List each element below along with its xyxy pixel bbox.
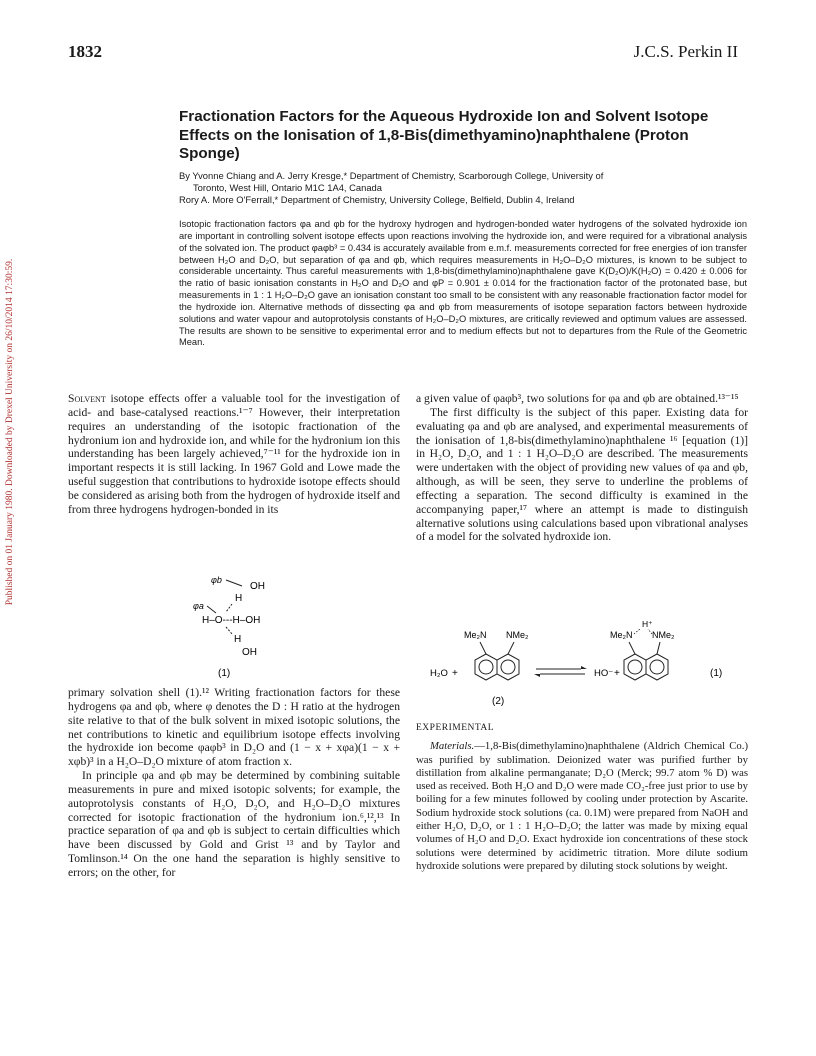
- author-block: [179, 170, 747, 207]
- phi-b-label: φb: [211, 575, 222, 585]
- page-number: 1832: [68, 42, 102, 61]
- aromatic-l2: [501, 660, 515, 674]
- equation-1-diagram: [416, 620, 748, 718]
- ring-r2: [646, 654, 668, 680]
- arrow-back-head: [534, 674, 540, 677]
- materials-text: —1,8-Bis(dimethylamino)naphthalene (Aldrich Chemical Co.) was purified by sublimation. Deionized water was purified further by distillation from alkaline permanganate; D₂O (Merck; 99.7 atom % D) was used as received. Both H₂O and D₂O were made CO₂-free just prior to use by boiling for a few minutes followed by cooling under protection by Ascarite. Sodium hydroxide stock solutions (ca. 0.1M) were prepared from NaOH and either H₂O, D₂O, or 1 : 1 H₂O–D₂O; the latter was made by mixing equal volumes of H₂O and D₂O. Exact hydroxide ion concentrations of these stock solutions were determined by acidimetric titration. More dilute sodium hydroxide solutions were prepared by diluting stock solutions by weight.: [416, 740, 748, 872]
- right-nme2-a: Me₂N: [610, 630, 633, 640]
- aromatic-r1: [628, 660, 642, 674]
- bond-l1: [480, 642, 486, 654]
- oh-bottom: OH: [242, 647, 257, 658]
- h-bottom: H: [234, 634, 242, 645]
- left-nme2-a: Me₂N: [464, 630, 487, 640]
- paragraph-solvation: primary solvation shell (1).¹² Writing fractionation factors for these hydrogens φa and φb, where φ denotes the D : H ratio at the hydrogen site relative to that of the bulk solvent in mixed isotopic solutions, the net contributions to kinetic and equilibrium isotope effects involving the hydroxide ion become φaφb³ in D₂O and (1 − x + xφa)(1 − x + xφb)³ in a H₂O–D₂O mixture of atom fraction x.: [68, 686, 400, 769]
- materials-lead: Materials.: [430, 740, 475, 753]
- right-nme2-b: NMe₂: [652, 630, 675, 640]
- plus-right: +: [614, 668, 620, 679]
- paragraph-principle: In principle φa and φb may be determined by combining suitable measurements in pure and mixed isotopic solvents; for example, the autoprotolysis constants of H₂O, D₂O, and H₂O–D₂O mixtures corrected for isotopic fractionation of the hydronium ion.⁶,¹²,¹³ In practice separation of φa and φb is subject to certain difficulties which have been discussed by Gold and Grist ¹³ and by Taylor and Tomlinson.¹⁴ On the one hand the separation is highly sensitive to errors; on the other, for: [68, 769, 400, 879]
- paragraph-solutions: a given value of φaφb³, two solutions for φa and φb are obtained.¹³⁻¹⁵: [416, 392, 739, 405]
- arrow-forward-head: [581, 666, 587, 669]
- ring-r1: [624, 654, 646, 680]
- materials-paragraph: [416, 740, 748, 873]
- ring-l2: [497, 654, 519, 680]
- abstract: Isotopic fractionation factors φa and φb for the hydroxy hydrogen and hydrogen-bonded water hydrogens of the solvated hydroxide ion are important in controlling solvent isotope effects upon reactions involving the hydroxide ion, and were required for a vibrational analysis of the solvated ion. The product φaφb³ = 0.434 is accurately available from e.m.f. measurements corrected for free energies of ion transfer between H₂O and D₂O, but separation of φa and φb, which requires measurements in H₂O–D₂O mixtures, is known to be subject to considerable uncertainty. Thus careful measurements with 1,8-bis(dimethylamino)naphthalene gave K(D₂O)/K(H₂O) = 0.420 ± 0.006 for the ratio of basic ionisation constants in H₂O and D₂O and φP = 0.901 ± 0.014 for the fractionation factor of the protonated base, but measurements in 1 : 1 H₂O–D₂O gave an ionisation constant too small to be consistent with any reasonable fractionation factor model for the hydroxide ion. Alternative methods of dissecting φa and φb from measurements of isotope separation factors between hydroxide solutions and water vapour and autoprotolysis constants of H₂O–D₂O mixtures, are critically reviewed and optimum values are assessed. The results are shown to be sensitive to experimental error and to medium effects but not to departures from the Rule of the Geometric Mean.: [179, 219, 747, 348]
- intro-lead: Solvent: [68, 392, 106, 405]
- hbond-bottom: [226, 627, 233, 635]
- aromatic-r2: [650, 660, 664, 674]
- arrow-b: [226, 580, 242, 586]
- water-label: H₂O: [430, 668, 448, 679]
- proton-label: H⁺: [642, 620, 653, 629]
- bond-r2: [657, 642, 660, 654]
- author-line-3: Rory A. More O'Ferrall,* Department of Chemistry, University College, Belfield, Dublin 4, Ireland: [179, 194, 575, 206]
- author-line-2: Toronto, West Hill, Ontario M1C 1A4, Canada: [193, 182, 382, 194]
- column-left-top: [68, 392, 400, 517]
- experimental-heading: EXPERIMENTAL: [416, 723, 495, 733]
- center-group: H–O---H–OH: [202, 615, 261, 626]
- oh-top: OH: [250, 581, 265, 592]
- column-left-bottom: [68, 686, 400, 880]
- h-top: H: [235, 593, 243, 604]
- hbond-top: [226, 604, 232, 612]
- watermark-text: Published on 01 January 1980. Downloaded by Drexel University on 26/10/2014 17:30:59.: [5, 258, 15, 606]
- ring-l1: [475, 654, 497, 680]
- structure-1-label: (1): [218, 668, 231, 678]
- intro-paragraph: [68, 392, 400, 517]
- arrow-a: [207, 606, 216, 613]
- bond-r1: [629, 642, 635, 654]
- structure-1-diagram: [190, 566, 300, 678]
- download-watermark: [0, 245, 18, 625]
- author-line-1: By Yvonne Chiang and A. Jerry Kresge,* Department of Chemistry, Scarborough College, University of: [179, 170, 604, 181]
- left-nme2-b: NMe₂: [506, 630, 529, 640]
- equation-number: (1): [710, 668, 723, 679]
- column-right-top: [416, 392, 748, 544]
- hydroxide-label: HO⁻: [594, 668, 614, 679]
- plus-left: +: [452, 668, 458, 679]
- hbond-proton-left: [634, 629, 640, 634]
- column-right-bottom: [416, 722, 748, 873]
- bond-l2: [508, 642, 514, 654]
- compound-2-label: (2): [492, 696, 505, 707]
- intro-text: isotope effects offer a valuable tool for the investigation of acid- and base-catalysed reactions.¹⁻⁷ However, their interpretation requires an understanding of the isotopic fractionation of the hydronium ion and hydroxide ion, and while for the hydronium ion this understanding has been largely achieved,⁷⁻¹¹ for the hydroxide ion in important respects it is still lacking. In 1967 Gold and Lowe made the useful suggestion that contributions to hydroxide isotope effects should be considered as arising both from the hydrogen of hydroxide itself and from three hydrogens hydrogen-bonded in its: [68, 392, 400, 516]
- journal-name: J.C.S. Perkin II: [633, 42, 738, 61]
- article-title: Fractionation Factors for the Aqueous Hydroxide Ion and Solvent Isotope Effects on the Ionisation of 1,8-Bis(dimethyamino)naphthalene (Proton Sponge): [179, 108, 709, 162]
- aromatic-l1: [479, 660, 493, 674]
- paragraph-difficulty: The first difficulty is the subject of this paper. Existing data for evaluating φa and φb are analysed, and experimental measurements of the ionisation of 1,8-bis(dimethylamino)naphthalene ¹⁶ [equation (1)] in H₂O, D₂O, and 1 : 1 H₂O–D₂O are described. The measurements were undertaken with the object of providing new values of φa and φb, although, as will be seen, they serve to underline the problems of effecting a separation. The second difficulty is examined in the accompanying paper,¹⁷ where an attempt is made to distinguish alternative solutions using calculations based upon vibrational analyses of a model for the solvated hydroxide ion.: [416, 405, 748, 544]
- phi-a-label: φa: [193, 601, 204, 611]
